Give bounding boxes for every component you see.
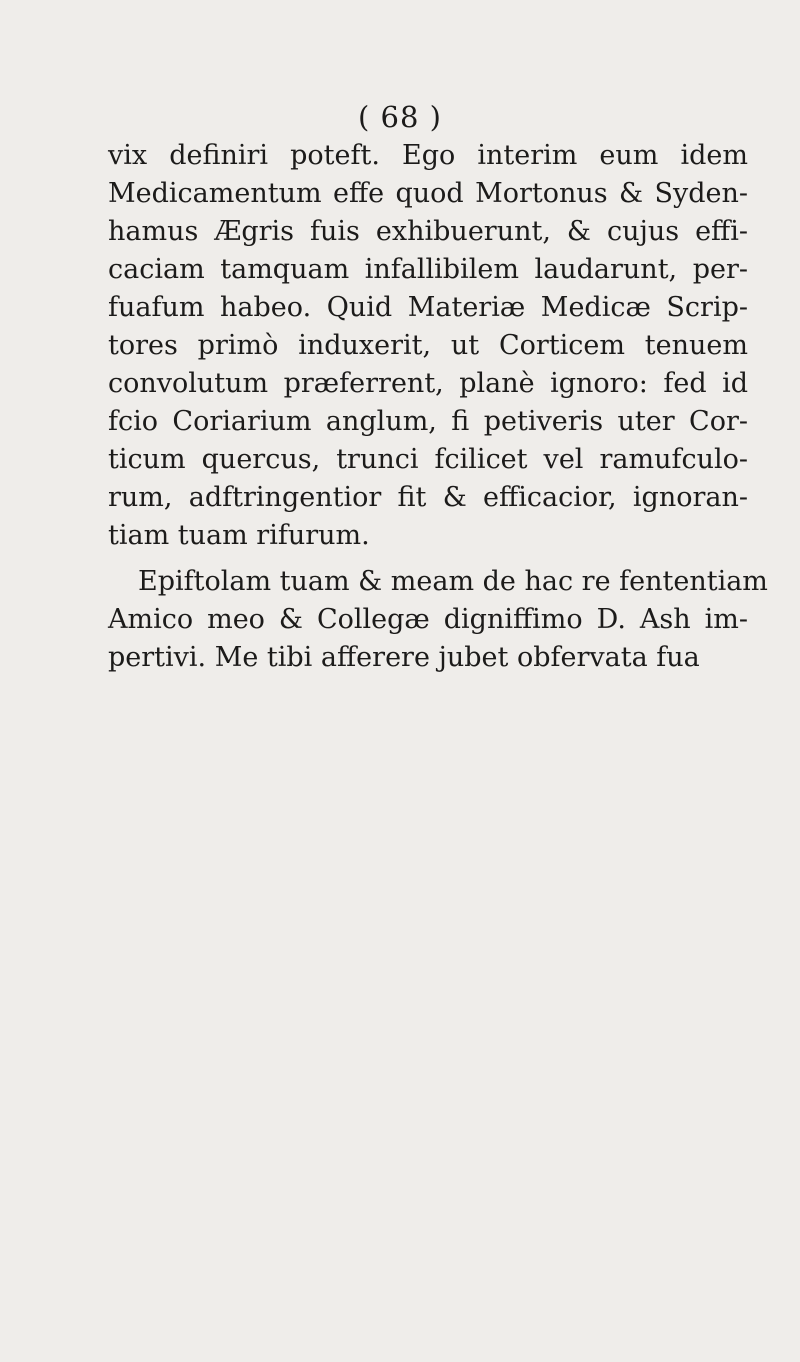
text-line-12: Epiftolam tuam & meam de hac re fententiam (138, 566, 768, 597)
text-line-3: hamus Ægris fuis exhibuerunt, & cujus effi- (108, 216, 748, 247)
text-line-2: Medicamentum effe quod Mortonus & Syden- (108, 178, 748, 209)
text-line-10: rum, adftringentior fit & efficacior, ignoran- (108, 482, 748, 513)
text-line-8: fcio Coriarium anglum, fi petiveris uter Cor- (108, 406, 748, 437)
text-line-4: caciam tamquam infallibilem laudarunt, per- (108, 254, 748, 285)
text-line-5: fuafum habeo. Quid Materiæ Medicæ Scrip- (108, 292, 748, 323)
text-line-7: convolutum præferrent, planè ignoro: fed id (108, 368, 748, 399)
text-line-11: tiam tuam rifurum. (108, 520, 370, 551)
text-line-1: vix definiri poteft. Ego interim eum idem (108, 140, 748, 171)
text-line-6: tores primò induxerit, ut Corticem tenuem (108, 330, 748, 361)
text-line-14: pertivi. Me tibi afferere jubet obfervata fua (108, 642, 700, 673)
text-line-13: Amico meo & Collegæ digniffimo D. Ash im- (108, 604, 748, 635)
text-line-9: ticum quercus, trunci fcilicet vel ramufculo- (108, 444, 748, 475)
page-number: ( 68 ) (358, 100, 442, 134)
